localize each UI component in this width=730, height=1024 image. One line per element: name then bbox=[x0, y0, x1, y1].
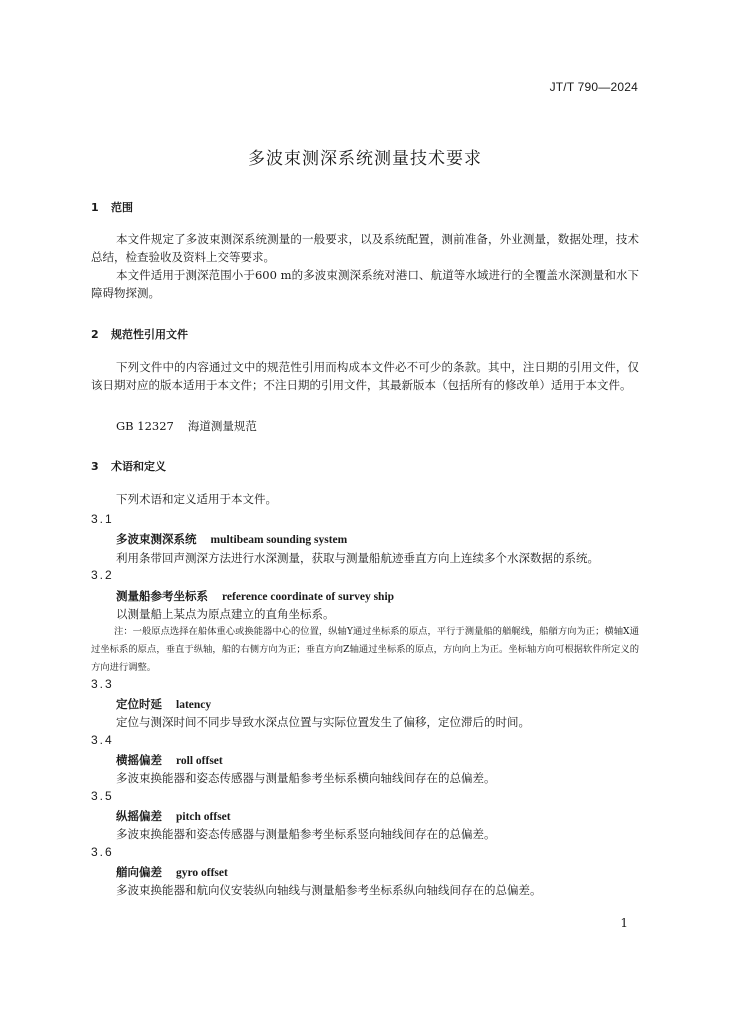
term-number: 3.3 bbox=[91, 677, 114, 691]
term-name bbox=[116, 808, 231, 824]
term-definition: 多波束换能器和姿态传感器与测量船参考坐标系横向轴线间存在的总偏差。 bbox=[116, 771, 496, 785]
term-name-zh: 多波束测深系统 bbox=[116, 532, 197, 546]
reference-entry bbox=[116, 418, 257, 434]
reference-title: 海道测量规范 bbox=[187, 419, 257, 433]
term-name-zh: 纵摇偏差 bbox=[116, 809, 162, 823]
term-number: 3.6 bbox=[91, 845, 114, 859]
term-name bbox=[116, 752, 223, 768]
term-name-zh: 测量船参考坐标系 bbox=[116, 589, 208, 603]
term-name-zh: 横摇偏差 bbox=[116, 753, 162, 767]
term-note: 注：一般原点选择在船体重心或换能器中心的位置，纵轴Y通过坐标系的原点，平行于测量船的艏艉线，船艏方向为正；横轴X通过坐标系的原点，垂直于纵轴，船的右侧方向为正；垂直方向Z轴通过坐标系的原点，方向向上为正。坐标轴方向可根据软件所定义的方向进行调整。 bbox=[91, 626, 639, 673]
section-number: 1 bbox=[91, 201, 99, 214]
term-name bbox=[116, 588, 394, 604]
scope-paragraph-2: 本文件适用于测深范围小于600 m的多波束测深系统对港口、航道等水域进行的全覆盖水深测量和水下障碍物探测。 bbox=[91, 268, 639, 300]
term-name-zh: 定位时延 bbox=[116, 697, 162, 711]
page-number: 1 bbox=[620, 916, 628, 930]
term-definition: 多波束换能器和航向仪安装纵向轴线与测量船参考坐标系纵向轴线间存在的总偏差。 bbox=[116, 883, 542, 897]
terms-intro: 下列术语和定义适用于本文件。 bbox=[116, 492, 277, 506]
reference-code: GB 12327 bbox=[116, 419, 174, 433]
term-name-en: pitch offset bbox=[176, 811, 231, 823]
term-name-en: reference coordinate of survey ship bbox=[222, 591, 395, 603]
document-title: 多波束测深系统测量技术要求 bbox=[248, 149, 482, 169]
term-number: 3.1 bbox=[91, 512, 114, 526]
term-name bbox=[116, 531, 347, 547]
term-name-en: roll offset bbox=[176, 755, 223, 767]
term-name bbox=[116, 696, 211, 712]
term-name-zh: 艏向偏差 bbox=[116, 865, 162, 879]
term-definition: 以测量船上某点为原点建立的直角坐标系。 bbox=[116, 607, 335, 621]
section-heading-scope bbox=[91, 199, 133, 215]
term-name-en: latency bbox=[176, 699, 212, 711]
term-definition: 定位与测深时间不同步导致水深点位置与实际位置发生了偏移，定位滞后的时间。 bbox=[116, 715, 530, 729]
section-heading-terms bbox=[91, 458, 166, 474]
term-number: 3.4 bbox=[91, 733, 114, 747]
term-number: 3.2 bbox=[91, 568, 114, 582]
section-number: 2 bbox=[91, 328, 99, 341]
standard-number: JT/T 790—2024 bbox=[549, 80, 638, 94]
term-name-en: multibeam sounding system bbox=[210, 534, 348, 546]
scope-paragraph-1: 本文件规定了多波束测深系统测量的一般要求，以及系统配置，测前准备，外业测量，数据处理，技术总结，检查验收及资料上交等要求。 bbox=[91, 232, 639, 264]
term-name-en: gyro offset bbox=[176, 867, 228, 879]
section-number: 3 bbox=[91, 460, 99, 473]
section-title: 规范性引用文件 bbox=[111, 328, 188, 341]
section-title: 术语和定义 bbox=[111, 460, 166, 473]
section-title: 范围 bbox=[111, 201, 133, 214]
term-number: 3.5 bbox=[91, 789, 114, 803]
term-definition: 利用条带回声测深方法进行水深测量，获取与测量船航迹垂直方向上连续多个水深数据的系统。 bbox=[116, 551, 599, 565]
references-paragraph: 下列文件中的内容通过文中的规范性引用而构成本文件必不可少的条款。其中，注日期的引用文件，仅该日期对应的版本适用于本文件；不注日期的引用文件，其最新版本（包括所有的修改单）适用于本文件。 bbox=[91, 360, 639, 392]
term-definition: 多波束换能器和姿态传感器与测量船参考坐标系竖向轴线间存在的总偏差。 bbox=[116, 827, 496, 841]
term-name bbox=[116, 864, 228, 880]
section-heading-normative-references bbox=[91, 326, 188, 342]
